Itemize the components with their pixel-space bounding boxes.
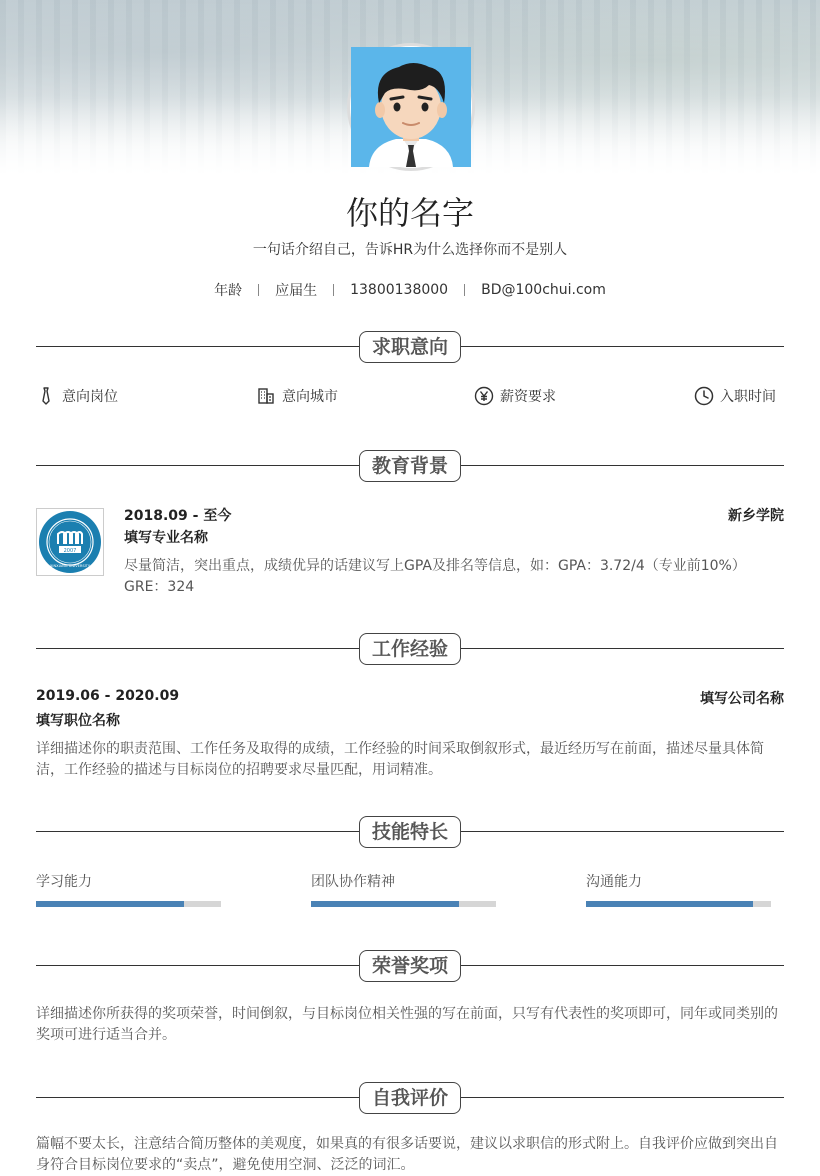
- intent-row: [36, 386, 784, 412]
- building-icon: [256, 386, 276, 406]
- section-work-header: [36, 633, 784, 667]
- education-period: 2018.09 - 至今: [124, 508, 232, 524]
- skill-label: 沟通能力: [586, 874, 642, 890]
- section-self-header: [36, 1082, 784, 1116]
- school-logo: [36, 508, 104, 576]
- contact-phone[interactable]: 13800138000: [350, 282, 449, 298]
- contact-status: 应届生: [275, 283, 318, 299]
- intent-city-label: 意向城市: [282, 389, 338, 405]
- section-skills-title: 技能特长: [359, 816, 461, 848]
- avatar[interactable]: [347, 43, 475, 171]
- section-self-title: 自我评价: [359, 1082, 461, 1114]
- contact-age: 年龄: [214, 283, 243, 299]
- school-logo-text: XINXIANG UNIVERSITY: [49, 564, 91, 568]
- honors-description: 详细描述你所获得的奖项荣誉，时间倒叙，与目标岗位相关性强的写在前面，只写有代表性的奖项即可，同年或同类别的奖项可进行适当合并。: [36, 1006, 778, 1043]
- clock-icon: [694, 386, 714, 406]
- intent-salary[interactable]: [474, 386, 556, 406]
- skill-bar-fill: [586, 901, 753, 907]
- education-school: 新乡学院: [728, 508, 784, 524]
- self-intro: 一句话介绍自己，告诉HR为什么选择你而不是别人: [252, 242, 568, 258]
- skill-label: 学习能力: [36, 874, 92, 890]
- section-skills-header: [36, 816, 784, 850]
- tie-icon: [36, 386, 56, 406]
- skill-label: 团队协作精神: [311, 874, 395, 890]
- section-education-header: [36, 450, 784, 484]
- intent-start-date-label: 入职时间: [720, 389, 776, 405]
- university-seal-icon: [38, 510, 102, 574]
- section-intent-header: [36, 331, 784, 365]
- candidate-name: 你的名字: [345, 194, 474, 232]
- skill-bar-track: [586, 901, 771, 907]
- section-honors-title: 荣誉奖项: [359, 950, 461, 982]
- school-logo-year: 2007: [63, 548, 77, 554]
- work-position: 填写职位名称: [36, 713, 120, 729]
- intent-salary-label: 薪资要求: [500, 389, 556, 405]
- skill-bar-fill: [311, 901, 459, 907]
- section-education-title: 教育背景: [359, 450, 461, 482]
- skill-learning: [36, 871, 221, 891]
- work-company: 填写公司名称: [700, 691, 784, 707]
- skill-bar-track: [36, 901, 221, 907]
- section-intent-title: 求职意向: [359, 331, 461, 363]
- skill-teamwork: [311, 871, 496, 891]
- intent-position[interactable]: [36, 386, 118, 406]
- contact-email[interactable]: BD@100chui.com: [481, 282, 606, 298]
- section-work-title: 工作经验: [359, 633, 461, 665]
- section-honors-header: [36, 950, 784, 984]
- skill-communication: [586, 871, 771, 891]
- contact-bar: [0, 280, 820, 300]
- skill-bar-track: [311, 901, 496, 907]
- education-major: 填写专业名称: [124, 530, 208, 546]
- education-description: 尽量简洁，突出重点，成绩优异的话建议写上GPA及排名等信息，如：GPA：3.72/4（专业前10%） GRE：324: [124, 558, 746, 595]
- self-description: 篇幅不要太长，注意结合简历整体的美观度，如果真的有很多话要说，建议以求职信的形式附上。自我评价应做到突出自身符合目标岗位要求的“卖点”，避免使用空洞、泛泛的词汇。: [36, 1136, 778, 1173]
- work-description: 详细描述你的职责范围、工作任务及取得的成绩，工作经验的时间采取倒叙形式，最近经历写在前面，描述尽量具体简洁，工作经验的描述与目标岗位的招聘要求尽量匹配，用词精准。: [36, 741, 764, 778]
- intent-position-label: 意向岗位: [62, 389, 118, 405]
- intent-city[interactable]: [256, 386, 338, 406]
- intent-start-date[interactable]: [694, 386, 776, 406]
- avatar-illustration: [351, 47, 471, 167]
- yen-icon: [474, 386, 494, 406]
- skill-bar-fill: [36, 901, 184, 907]
- work-period: 2019.06 - 2020.09: [36, 688, 180, 704]
